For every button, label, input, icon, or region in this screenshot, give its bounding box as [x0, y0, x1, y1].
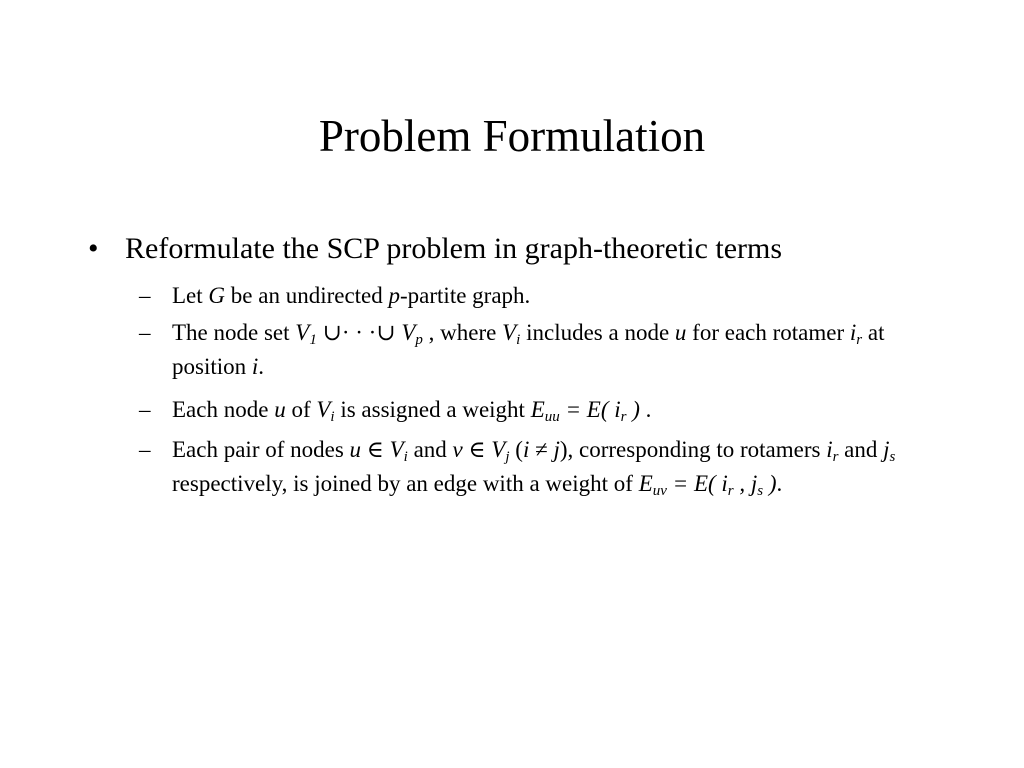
sub-item-text: Each node u of $V_i$ is assigned a weight $E_{uu} = E$( $i_r$ ) . — [172, 397, 652, 425]
sub-item-dash: – — [139, 283, 151, 308]
slide-title: Problem Formulation — [318, 111, 706, 161]
sub-item-dash: – — [139, 397, 151, 422]
bullet-marker: • — [88, 232, 99, 265]
sub-item-dash: – — [139, 437, 151, 462]
sub-item-text: Let G be an undirected p-partite graph. — [172, 283, 531, 308]
sub-item-text: The node set $V_1$ ∪· · ·∪ $V_p$ , where $V_i$ includes a node u for each rotamer $i_r$ at position i. — [172, 320, 885, 379]
sub-item-dash: – — [139, 320, 151, 345]
bullet-text: Reformulate the SCP problem in graph-theoretic terms — [125, 232, 783, 265]
sub-item-text: Each pair of nodes u ∈ $V_i$ and v ∈ $V_j$ (i ≠ j), corresponding to rotamers $i_r$ and $j_s$ respectively, is joined by an edge with a weight of $E_{uv} = E$( $i_r$ , $j_s$ ). — [172, 437, 896, 499]
